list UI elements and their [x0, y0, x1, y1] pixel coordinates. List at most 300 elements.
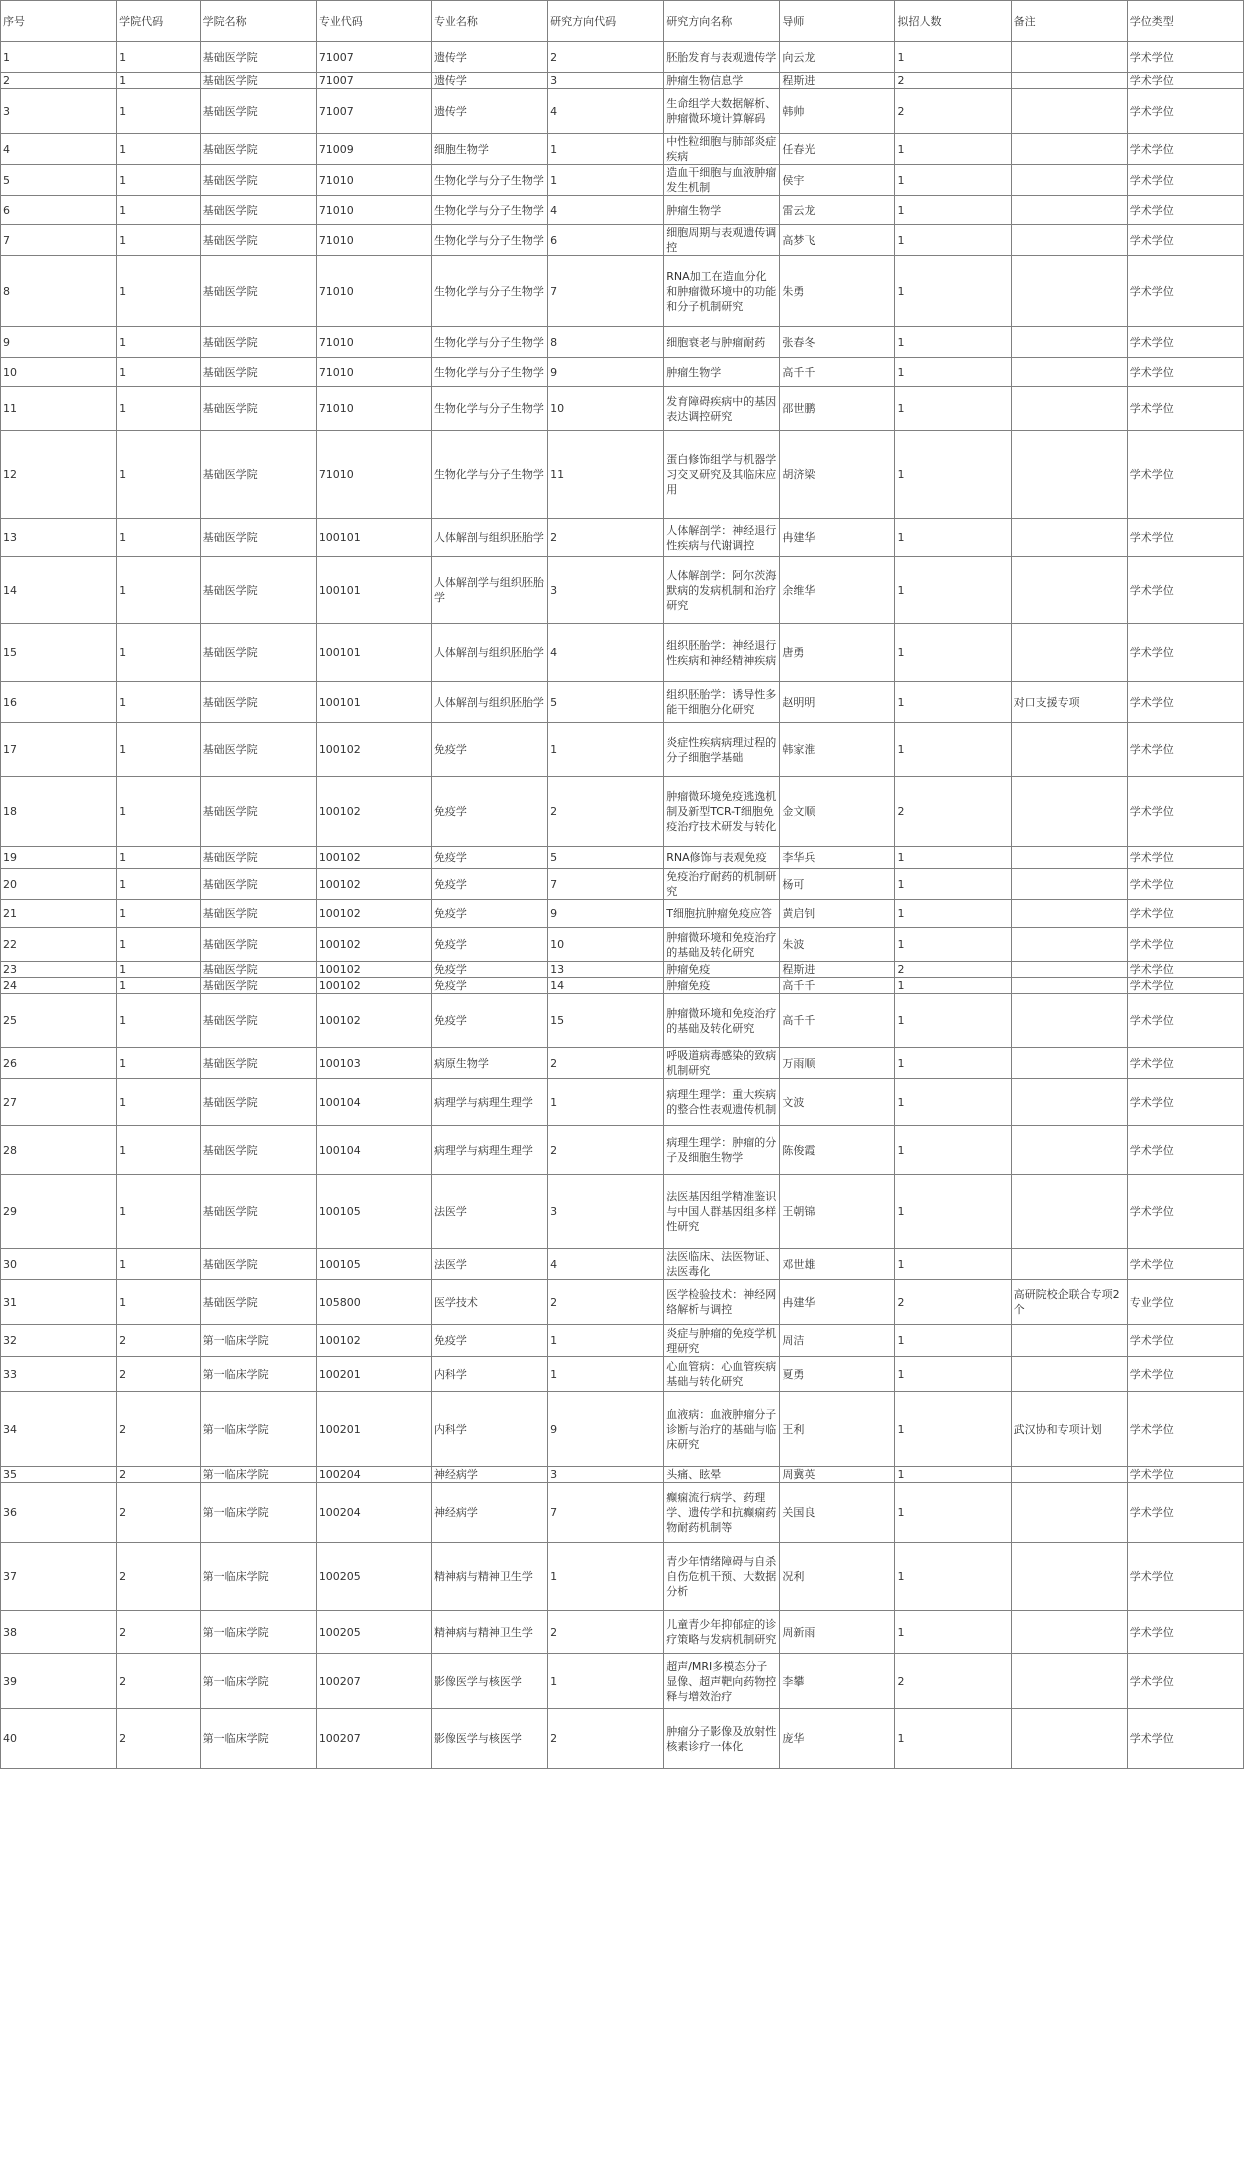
cell-remarks: [1011, 1543, 1127, 1611]
cell-direction-name: 肿瘤免疫: [664, 962, 780, 978]
cell-major-name: 遗传学: [431, 42, 547, 73]
cell-major-name: 人体解剖与组织胚胎学: [431, 519, 547, 557]
cell-major-code: 71007: [316, 73, 431, 89]
cell-college-code: 1: [117, 994, 201, 1048]
cell-major-code: 100101: [316, 682, 431, 723]
cell-college-name: 基础医学院: [200, 196, 316, 225]
cell-college-name: 基础医学院: [200, 900, 316, 928]
cell-degree-type: 学术学位: [1127, 73, 1243, 89]
cell-college-name: 基础医学院: [200, 431, 316, 519]
cell-remarks: [1011, 225, 1127, 256]
cell-college-name: 基础医学院: [200, 256, 316, 327]
cell-remarks: [1011, 1483, 1127, 1543]
cell-serial: 2: [1, 73, 117, 89]
cell-serial: 34: [1, 1392, 117, 1467]
cell-quota: 1: [895, 624, 1011, 682]
cell-direction-name: 肿瘤微环境和免疫治疗的基础及转化研究: [664, 928, 780, 962]
cell-direction-name: RNA加工在造血分化和肿瘤微环境中的功能和分子机制研究: [664, 256, 780, 327]
cell-supervisor: 陈俊霞: [780, 1126, 895, 1175]
cell-quota: 1: [895, 1392, 1011, 1467]
cell-quota: 1: [895, 978, 1011, 994]
cell-degree-type: 学术学位: [1127, 358, 1243, 387]
cell-major-code: 71009: [316, 134, 431, 165]
cell-direction-code: 10: [548, 928, 664, 962]
cell-serial: 39: [1, 1654, 117, 1709]
cell-degree-type: 学术学位: [1127, 847, 1243, 869]
table-row: [1, 165, 1244, 196]
cell-quota: 1: [895, 256, 1011, 327]
cell-college-name: 基础医学院: [200, 994, 316, 1048]
cell-college-code: 1: [117, 557, 201, 624]
cell-quota: 1: [895, 42, 1011, 73]
cell-quota: 1: [895, 1126, 1011, 1175]
cell-major-code: 100105: [316, 1175, 431, 1249]
cell-remarks: [1011, 327, 1127, 358]
cell-quota: 1: [895, 900, 1011, 928]
cell-college-code: 2: [117, 1654, 201, 1709]
cell-major-name: 生物化学与分子生物学: [431, 431, 547, 519]
cell-serial: 4: [1, 134, 117, 165]
cell-supervisor: 李华兵: [780, 847, 895, 869]
cell-degree-type: 学术学位: [1127, 1126, 1243, 1175]
cell-direction-code: 2: [548, 42, 664, 73]
cell-remarks: [1011, 1709, 1127, 1769]
cell-direction-name: 青少年情绪障碍与自杀自伤危机干预、大数据分析: [664, 1543, 780, 1611]
cell-direction-code: 9: [548, 1392, 664, 1467]
cell-degree-type: 学术学位: [1127, 1392, 1243, 1467]
cell-college-code: 1: [117, 165, 201, 196]
cell-college-code: 2: [117, 1467, 201, 1483]
cell-supervisor: 韩帅: [780, 89, 895, 134]
cell-direction-name: T细胞抗肿瘤免疫应答: [664, 900, 780, 928]
cell-major-code: 100207: [316, 1709, 431, 1769]
cell-supervisor: 程斯进: [780, 962, 895, 978]
cell-quota: 1: [895, 869, 1011, 900]
cell-degree-type: 学术学位: [1127, 42, 1243, 73]
table-row: [1, 431, 1244, 519]
cell-major-name: 人体解剖与组织胚胎学: [431, 682, 547, 723]
cell-quota: 2: [895, 1654, 1011, 1709]
cell-college-name: 基础医学院: [200, 165, 316, 196]
cell-college-name: 第一临床学院: [200, 1392, 316, 1467]
table-row: [1, 994, 1244, 1048]
cell-direction-name: 生命组学大数据解析、肿瘤微环境计算解码: [664, 89, 780, 134]
cell-remarks: [1011, 777, 1127, 847]
cell-serial: 15: [1, 624, 117, 682]
cell-direction-name: 血液病：血液肿瘤分子诊断与治疗的基础与临床研究: [664, 1392, 780, 1467]
cell-serial: 14: [1, 557, 117, 624]
header-direction-name: 研究方向名称: [664, 1, 780, 42]
table-row: [1, 978, 1244, 994]
cell-major-name: 病理学与病理生理学: [431, 1126, 547, 1175]
cell-direction-code: 5: [548, 682, 664, 723]
cell-supervisor: 余维华: [780, 557, 895, 624]
table-row: [1, 1175, 1244, 1249]
cell-quota: 1: [895, 1325, 1011, 1357]
cell-college-code: 1: [117, 1175, 201, 1249]
table-row: [1, 928, 1244, 962]
header-major-code: 专业代码: [316, 1, 431, 42]
cell-direction-code: 2: [548, 1280, 664, 1325]
cell-remarks: [1011, 1249, 1127, 1280]
table-body: [1, 42, 1244, 1769]
table-row: [1, 196, 1244, 225]
cell-direction-name: 病理生理学：肿瘤的分子及细胞生物学: [664, 1126, 780, 1175]
cell-college-name: 基础医学院: [200, 89, 316, 134]
cell-supervisor: 周洁: [780, 1325, 895, 1357]
cell-direction-name: 组织胚胎学：诱导性多能干细胞分化研究: [664, 682, 780, 723]
table-row: [1, 869, 1244, 900]
cell-college-name: 基础医学院: [200, 962, 316, 978]
cell-degree-type: 学术学位: [1127, 256, 1243, 327]
cell-direction-code: 2: [548, 777, 664, 847]
cell-supervisor: 万雨顺: [780, 1048, 895, 1079]
cell-major-name: 遗传学: [431, 73, 547, 89]
cell-quota: 1: [895, 196, 1011, 225]
cell-major-code: 100104: [316, 1079, 431, 1126]
cell-supervisor: 况利: [780, 1543, 895, 1611]
cell-college-code: 1: [117, 1126, 201, 1175]
cell-college-name: 基础医学院: [200, 358, 316, 387]
cell-major-name: 病理学与病理生理学: [431, 1079, 547, 1126]
cell-major-name: 免疫学: [431, 869, 547, 900]
cell-serial: 38: [1, 1611, 117, 1654]
cell-serial: 19: [1, 847, 117, 869]
cell-quota: 1: [895, 1249, 1011, 1280]
cell-major-code: 71010: [316, 358, 431, 387]
cell-direction-code: 3: [548, 1175, 664, 1249]
cell-serial: 10: [1, 358, 117, 387]
cell-quota: 1: [895, 1175, 1011, 1249]
table-row: [1, 1392, 1244, 1467]
table-row: [1, 1325, 1244, 1357]
cell-remarks: [1011, 42, 1127, 73]
cell-major-code: 100204: [316, 1483, 431, 1543]
table-row: [1, 1079, 1244, 1126]
cell-serial: 26: [1, 1048, 117, 1079]
cell-degree-type: 学术学位: [1127, 1079, 1243, 1126]
cell-degree-type: 学术学位: [1127, 1654, 1243, 1709]
cell-major-name: 遗传学: [431, 89, 547, 134]
cell-direction-code: 1: [548, 165, 664, 196]
cell-degree-type: 学术学位: [1127, 928, 1243, 962]
cell-direction-name: 肿瘤生物学: [664, 358, 780, 387]
cell-college-name: 基础医学院: [200, 42, 316, 73]
cell-serial: 22: [1, 928, 117, 962]
cell-college-code: 2: [117, 1392, 201, 1467]
cell-direction-name: 发育障碍疾病中的基因表达调控研究: [664, 387, 780, 431]
cell-supervisor: 程斯进: [780, 73, 895, 89]
cell-remarks: [1011, 847, 1127, 869]
cell-serial: 17: [1, 723, 117, 777]
cell-college-name: 基础医学院: [200, 1280, 316, 1325]
cell-serial: 30: [1, 1249, 117, 1280]
cell-direction-code: 1: [548, 1357, 664, 1392]
cell-quota: 1: [895, 928, 1011, 962]
cell-major-code: 71007: [316, 89, 431, 134]
cell-supervisor: 胡济梁: [780, 431, 895, 519]
cell-major-name: 医学技术: [431, 1280, 547, 1325]
cell-direction-name: 心血管病：心血管疾病基础与转化研究: [664, 1357, 780, 1392]
cell-college-name: 基础医学院: [200, 387, 316, 431]
cell-college-code: 2: [117, 1325, 201, 1357]
cell-remarks: [1011, 165, 1127, 196]
cell-college-code: 1: [117, 73, 201, 89]
table-row: [1, 777, 1244, 847]
cell-major-name: 生物化学与分子生物学: [431, 165, 547, 196]
cell-remarks: [1011, 1126, 1127, 1175]
cell-major-code: 100104: [316, 1126, 431, 1175]
cell-remarks: [1011, 256, 1127, 327]
cell-quota: 1: [895, 847, 1011, 869]
header-degree-type: 学位类型: [1127, 1, 1243, 42]
cell-direction-code: 2: [548, 1611, 664, 1654]
table-row: [1, 134, 1244, 165]
cell-remarks: 对口支援专项: [1011, 682, 1127, 723]
cell-direction-name: 呼吸道病毒感染的致病机制研究: [664, 1048, 780, 1079]
cell-degree-type: 学术学位: [1127, 978, 1243, 994]
cell-direction-name: 癫痫流行病学、药理学、遗传学和抗癫痫药物耐药机制等: [664, 1483, 780, 1543]
cell-remarks: [1011, 1467, 1127, 1483]
table-row: [1, 1709, 1244, 1769]
cell-remarks: [1011, 723, 1127, 777]
cell-remarks: [1011, 928, 1127, 962]
cell-major-code: 71010: [316, 327, 431, 358]
cell-quota: 1: [895, 165, 1011, 196]
cell-quota: 1: [895, 387, 1011, 431]
cell-major-name: 法医学: [431, 1249, 547, 1280]
cell-remarks: [1011, 1611, 1127, 1654]
cell-supervisor: 张春冬: [780, 327, 895, 358]
cell-major-name: 免疫学: [431, 978, 547, 994]
cell-major-code: 100102: [316, 777, 431, 847]
cell-college-code: 2: [117, 1709, 201, 1769]
cell-college-name: 基础医学院: [200, 1048, 316, 1079]
cell-supervisor: 高千千: [780, 994, 895, 1048]
cell-major-name: 生物化学与分子生物学: [431, 387, 547, 431]
cell-major-code: 71010: [316, 225, 431, 256]
cell-major-code: 100102: [316, 900, 431, 928]
cell-major-name: 生物化学与分子生物学: [431, 256, 547, 327]
cell-major-name: 影像医学与核医学: [431, 1709, 547, 1769]
cell-direction-code: 1: [548, 134, 664, 165]
cell-degree-type: 学术学位: [1127, 89, 1243, 134]
cell-college-code: 1: [117, 978, 201, 994]
cell-direction-code: 15: [548, 994, 664, 1048]
cell-direction-code: 11: [548, 431, 664, 519]
cell-direction-code: 1: [548, 1654, 664, 1709]
cell-direction-code: 9: [548, 900, 664, 928]
cell-college-name: 第一临床学院: [200, 1325, 316, 1357]
table-row: [1, 1280, 1244, 1325]
cell-college-name: 基础医学院: [200, 869, 316, 900]
header-remarks: 备注: [1011, 1, 1127, 42]
cell-remarks: [1011, 978, 1127, 994]
cell-direction-name: 造血干细胞与血液肿瘤发生机制: [664, 165, 780, 196]
cell-college-code: 1: [117, 1249, 201, 1280]
table-row: [1, 42, 1244, 73]
cell-college-code: 1: [117, 387, 201, 431]
cell-direction-code: 9: [548, 358, 664, 387]
header-college-code: 学院代码: [117, 1, 201, 42]
cell-college-code: 1: [117, 196, 201, 225]
cell-college-code: 1: [117, 134, 201, 165]
cell-major-name: 免疫学: [431, 723, 547, 777]
cell-major-name: 免疫学: [431, 777, 547, 847]
cell-quota: 1: [895, 1048, 1011, 1079]
cell-direction-name: 炎症性疾病病理过程的分子细胞学基础: [664, 723, 780, 777]
cell-degree-type: 学术学位: [1127, 1709, 1243, 1769]
cell-direction-name: 肿瘤分子影像及放射性核素诊疗一体化: [664, 1709, 780, 1769]
cell-degree-type: 学术学位: [1127, 777, 1243, 847]
cell-major-name: 免疫学: [431, 847, 547, 869]
cell-college-code: 1: [117, 869, 201, 900]
cell-major-code: 100102: [316, 994, 431, 1048]
cell-serial: 9: [1, 327, 117, 358]
cell-quota: 1: [895, 1483, 1011, 1543]
cell-degree-type: 学术学位: [1127, 994, 1243, 1048]
cell-serial: 25: [1, 994, 117, 1048]
cell-major-name: 病原生物学: [431, 1048, 547, 1079]
cell-degree-type: 学术学位: [1127, 723, 1243, 777]
cell-supervisor: 高千千: [780, 978, 895, 994]
table-row: [1, 557, 1244, 624]
cell-quota: 1: [895, 431, 1011, 519]
cell-college-name: 第一临床学院: [200, 1543, 316, 1611]
table-row: [1, 519, 1244, 557]
cell-direction-code: 2: [548, 519, 664, 557]
cell-college-code: 2: [117, 1611, 201, 1654]
cell-direction-name: 免疫治疗耐药的机制研究: [664, 869, 780, 900]
cell-degree-type: 学术学位: [1127, 519, 1243, 557]
cell-supervisor: 周冀英: [780, 1467, 895, 1483]
cell-direction-code: 10: [548, 387, 664, 431]
cell-remarks: [1011, 1079, 1127, 1126]
cell-major-code: 100205: [316, 1543, 431, 1611]
cell-supervisor: 杨可: [780, 869, 895, 900]
cell-serial: 20: [1, 869, 117, 900]
cell-serial: 12: [1, 431, 117, 519]
cell-major-code: 71010: [316, 431, 431, 519]
cell-college-name: 基础医学院: [200, 847, 316, 869]
cell-major-code: 100102: [316, 928, 431, 962]
cell-remarks: [1011, 1048, 1127, 1079]
cell-supervisor: 邵世鹏: [780, 387, 895, 431]
cell-college-name: 第一临床学院: [200, 1654, 316, 1709]
cell-direction-name: RNA修饰与表观免疫: [664, 847, 780, 869]
cell-remarks: [1011, 900, 1127, 928]
cell-college-code: 1: [117, 358, 201, 387]
cell-direction-code: 6: [548, 225, 664, 256]
cell-direction-code: 4: [548, 624, 664, 682]
cell-quota: 1: [895, 225, 1011, 256]
cell-direction-name: 儿童青少年抑郁症的诊疗策略与发病机制研究: [664, 1611, 780, 1654]
cell-college-name: 基础医学院: [200, 1079, 316, 1126]
cell-major-code: 105800: [316, 1280, 431, 1325]
cell-serial: 7: [1, 225, 117, 256]
cell-direction-name: 医学检验技术：神经网络解析与调控: [664, 1280, 780, 1325]
cell-direction-code: 2: [548, 1709, 664, 1769]
cell-quota: 1: [895, 723, 1011, 777]
cell-serial: 37: [1, 1543, 117, 1611]
cell-direction-name: 胚胎发育与表观遗传学: [664, 42, 780, 73]
cell-major-name: 免疫学: [431, 900, 547, 928]
table-row: [1, 1357, 1244, 1392]
header-college-name: 学院名称: [200, 1, 316, 42]
cell-major-code: 71010: [316, 196, 431, 225]
cell-major-name: 生物化学与分子生物学: [431, 225, 547, 256]
cell-college-name: 基础医学院: [200, 928, 316, 962]
cell-college-name: 基础医学院: [200, 225, 316, 256]
cell-quota: 2: [895, 73, 1011, 89]
cell-remarks: [1011, 387, 1127, 431]
cell-serial: 40: [1, 1709, 117, 1769]
cell-supervisor: 金文顺: [780, 777, 895, 847]
cell-serial: 8: [1, 256, 117, 327]
cell-major-name: 精神病与精神卫生学: [431, 1611, 547, 1654]
cell-supervisor: 朱勇: [780, 256, 895, 327]
cell-college-code: 1: [117, 42, 201, 73]
cell-direction-code: 1: [548, 723, 664, 777]
cell-direction-code: 13: [548, 962, 664, 978]
table-row: [1, 847, 1244, 869]
cell-college-code: 2: [117, 1357, 201, 1392]
cell-quota: 1: [895, 327, 1011, 358]
table-row: [1, 89, 1244, 134]
cell-supervisor: 冉建华: [780, 519, 895, 557]
cell-supervisor: 庞华: [780, 1709, 895, 1769]
cell-college-code: 1: [117, 847, 201, 869]
table-row: [1, 1654, 1244, 1709]
cell-degree-type: 专业学位: [1127, 1280, 1243, 1325]
table-row: [1, 900, 1244, 928]
cell-remarks: [1011, 994, 1127, 1048]
cell-college-name: 第一临床学院: [200, 1709, 316, 1769]
cell-major-name: 生物化学与分子生物学: [431, 196, 547, 225]
cell-degree-type: 学术学位: [1127, 165, 1243, 196]
cell-quota: 1: [895, 1543, 1011, 1611]
cell-direction-code: 14: [548, 978, 664, 994]
cell-major-code: 71010: [316, 256, 431, 327]
cell-remarks: [1011, 869, 1127, 900]
cell-direction-name: 肿瘤生物信息学: [664, 73, 780, 89]
cell-major-name: 免疫学: [431, 1325, 547, 1357]
cell-quota: 1: [895, 1611, 1011, 1654]
cell-college-code: 2: [117, 1543, 201, 1611]
table-row: [1, 962, 1244, 978]
cell-remarks: [1011, 1325, 1127, 1357]
cell-supervisor: 李攀: [780, 1654, 895, 1709]
cell-direction-code: 4: [548, 89, 664, 134]
cell-college-code: 1: [117, 777, 201, 847]
table-row: [1, 1467, 1244, 1483]
cell-serial: 21: [1, 900, 117, 928]
cell-serial: 6: [1, 196, 117, 225]
cell-direction-code: 2: [548, 1048, 664, 1079]
header-supervisor: 导师: [780, 1, 895, 42]
table-row: [1, 1249, 1244, 1280]
cell-direction-code: 3: [548, 73, 664, 89]
cell-direction-name: 细胞衰老与肿瘤耐药: [664, 327, 780, 358]
cell-serial: 3: [1, 89, 117, 134]
cell-serial: 32: [1, 1325, 117, 1357]
cell-quota: 1: [895, 557, 1011, 624]
cell-supervisor: 唐勇: [780, 624, 895, 682]
cell-remarks: [1011, 962, 1127, 978]
cell-supervisor: 夏勇: [780, 1357, 895, 1392]
cell-direction-name: 肿瘤生物学: [664, 196, 780, 225]
cell-supervisor: 邓世雄: [780, 1249, 895, 1280]
